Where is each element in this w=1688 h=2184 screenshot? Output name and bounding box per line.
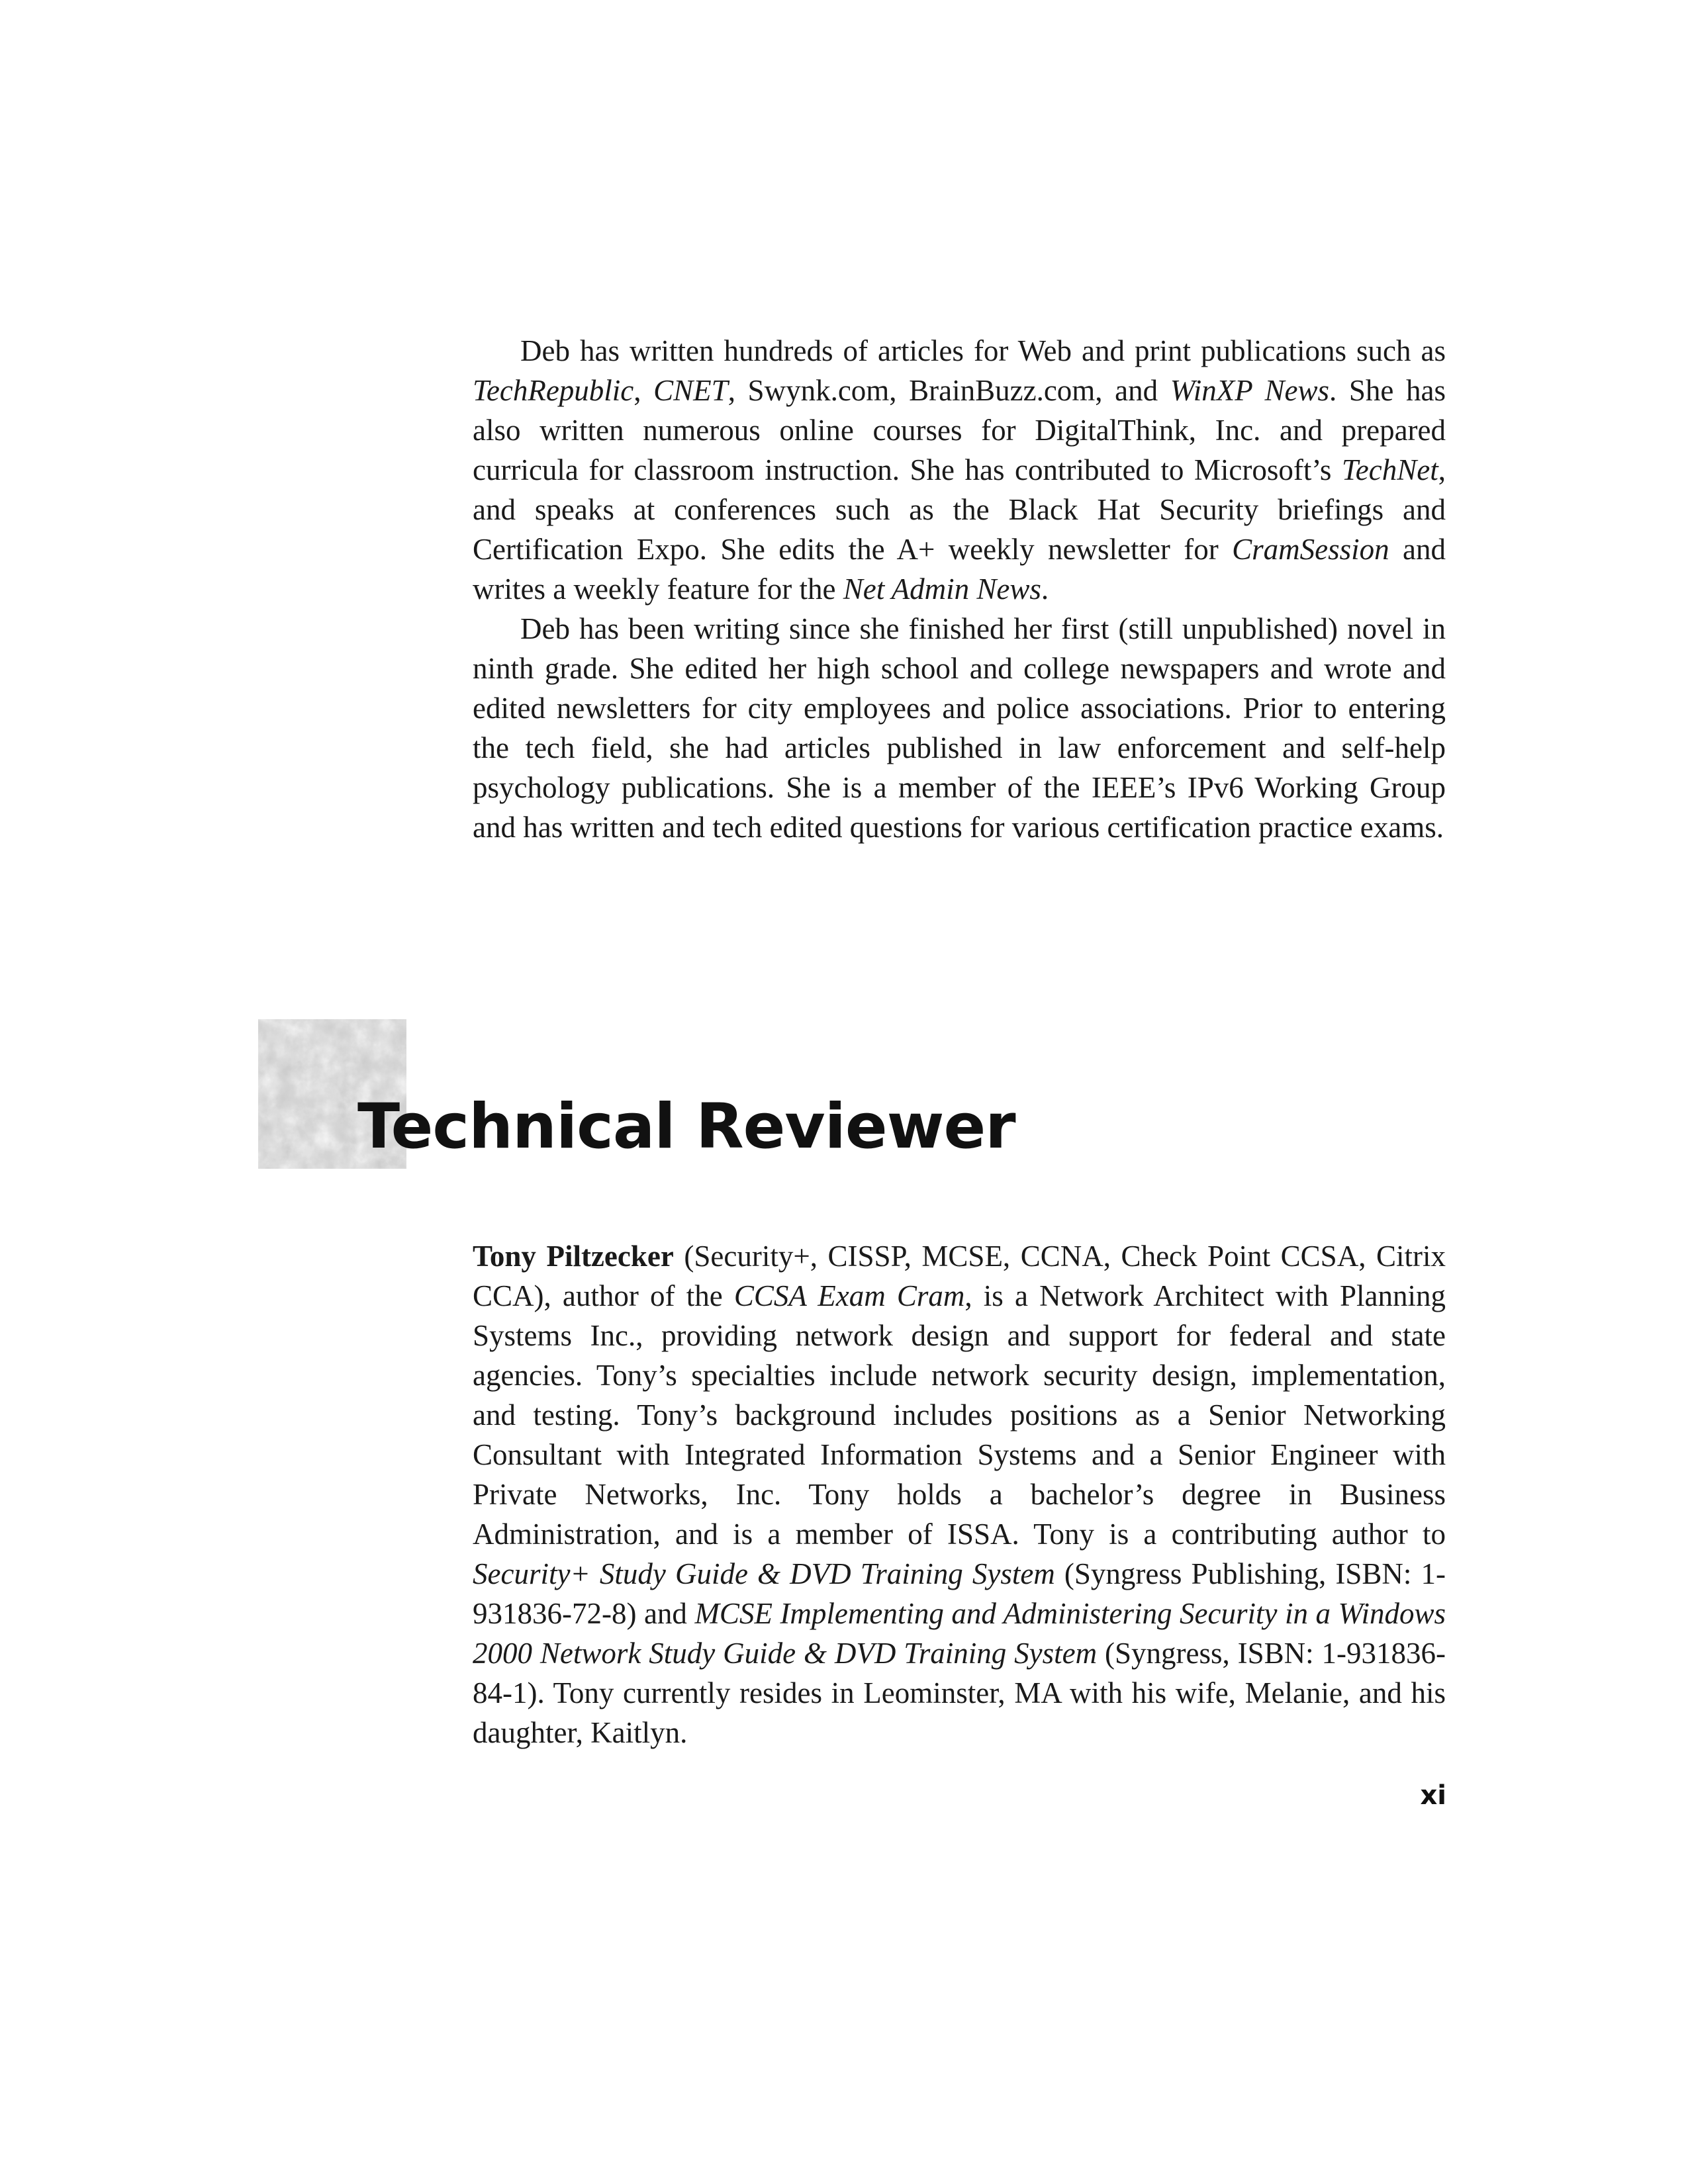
- reviewer-bio: [473, 1236, 1446, 1752]
- text-run: Deb has written hundreds of articles for Web and print publications such as: [520, 334, 1446, 367]
- publication-title: TechRepublic: [473, 374, 634, 407]
- publication-title: MCSE Implementing and Administering Security in a Windows 2000 Network Study Guide & DVD Training System: [473, 1597, 1446, 1670]
- text-run: ,: [633, 374, 654, 407]
- text-run: , and speaks at conferences such as the Black Hat Security briefings and Certification Expo. She edits the A+ weekly newsletter for: [473, 453, 1446, 566]
- text-run: (Syngress Publishing, ISBN: 1-931836-72-8) and: [473, 1557, 1446, 1630]
- section-title: Technical Reviewer: [357, 1091, 1015, 1163]
- publication-title: CramSession: [1232, 533, 1389, 566]
- section-heading: [258, 1019, 1450, 1178]
- text-run: (Security+, CISSP, MCSE, CCNA, Check Point CCSA, Citrix CCA), author of the: [473, 1240, 1446, 1312]
- text-run: . She has also written numerous online courses for DigitalThink, Inc. and prepared curricula for classroom instruction. She has contributed to Microsoft’s: [473, 374, 1446, 486]
- publication-title: CCSA Exam Cram: [733, 1279, 965, 1312]
- publication-title: TechNet: [1341, 453, 1438, 486]
- text-run: and writes a weekly feature for the: [473, 533, 1446, 606]
- publication-title: Security+ Study Guide & DVD Training System: [473, 1557, 1055, 1590]
- publication-title: WinXP News: [1170, 374, 1330, 407]
- bio-paragraph-2: Deb has been writing since she finished her first (still unpublished) novel in ninth grade. She edited her high school and college newspapers and wrote and edited newsletters for city employees and police associations. Prior to entering the tech field, she had articles published in law enforcement and self-help psychology publications. She is a member of the IEEE’s IPv6 Working Group and has written and tech edited questions for various certification practice exams.: [473, 612, 1446, 844]
- text-run: (Syngress, ISBN: 1-931836-84-1). Tony currently resides in Leominster, MA with his wife, Melanie, and his daughter, Kaitlyn.: [473, 1637, 1446, 1749]
- page-number: xi: [1420, 1780, 1446, 1811]
- bio-paragraph-1: [473, 331, 1446, 609]
- publication-title: CNET: [653, 374, 728, 407]
- text-run: , Swynk.com, BrainBuzz.com, and: [727, 374, 1170, 407]
- author-bio: [473, 331, 1446, 847]
- publication-title: Net Admin News: [843, 572, 1041, 606]
- text-run: .: [1041, 572, 1049, 606]
- reviewer-paragraph: [473, 1236, 1446, 1752]
- reviewer-name: Tony Piltzecker: [473, 1240, 674, 1273]
- text-run: , is a Network Architect with Planning Systems Inc., providing network design and support for federal and state agencies. Tony’s specialties include network security design, implementation, and testing. Tony’s background includes positions as a Senior Networking Consultant with Integrated Information Systems and a Senior Engineer with Private Networks, Inc. Tony holds a bachelor’s degree in Business Administration, and is a member of ISSA. Tony is a contributing author to: [473, 1279, 1446, 1551]
